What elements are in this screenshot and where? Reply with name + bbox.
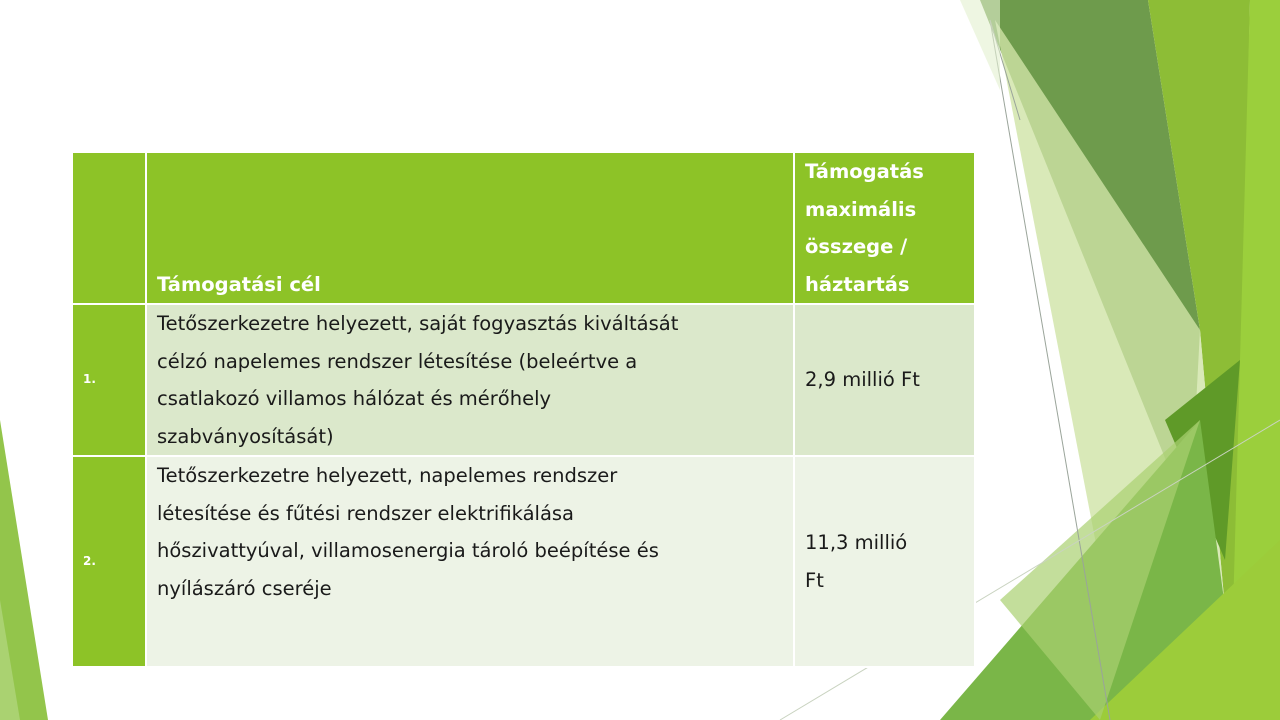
row-number: 1. xyxy=(72,304,146,456)
header-goal-label: Támogatási cél xyxy=(157,272,321,296)
goal-line: szabványosítását) xyxy=(157,424,334,448)
row-amount-cell xyxy=(794,456,975,667)
goal-line: Tetőszerkezetre helyezett, saját fogyasztás kiváltását xyxy=(157,312,679,335)
header-amount-cell xyxy=(794,152,975,304)
pale-triangle xyxy=(960,0,1000,90)
goal-line: létesítése és fűtési rendszer elektrifikálása xyxy=(157,501,575,525)
row-goal-cell xyxy=(146,304,794,456)
goal-line: csatlakozó villamos hálózat és mérőhely xyxy=(157,387,552,410)
amount-line: 2,9 millió Ft xyxy=(805,368,920,392)
goal-line: hőszivattyúval, villamosenergia tároló beépítése és xyxy=(157,539,659,562)
row-number: 2. xyxy=(72,456,146,667)
table-header-row xyxy=(72,152,975,304)
table-row xyxy=(72,456,975,667)
goal-line: célzó napelemes rendszer létesítése (beleértve a xyxy=(157,349,638,373)
goal-line: Tetőszerkezetre helyezett, napelemes rendszer xyxy=(157,464,618,487)
header-amount-line: maximális xyxy=(805,197,917,221)
amount-line: Ft xyxy=(805,568,824,592)
grant-table xyxy=(71,151,976,668)
header-goal-cell xyxy=(146,152,794,304)
header-amount-line: Támogatás xyxy=(805,160,924,183)
row-goal-cell xyxy=(146,456,794,667)
table-row xyxy=(72,304,975,456)
header-number-cell xyxy=(72,152,146,304)
goal-line: nyílászáró cseréje xyxy=(157,576,332,600)
header-amount-line: háztartás xyxy=(805,272,910,296)
row-amount-cell xyxy=(794,304,975,456)
amount-line: 11,3 millió xyxy=(805,531,908,554)
header-amount-line: összege / xyxy=(805,235,908,258)
